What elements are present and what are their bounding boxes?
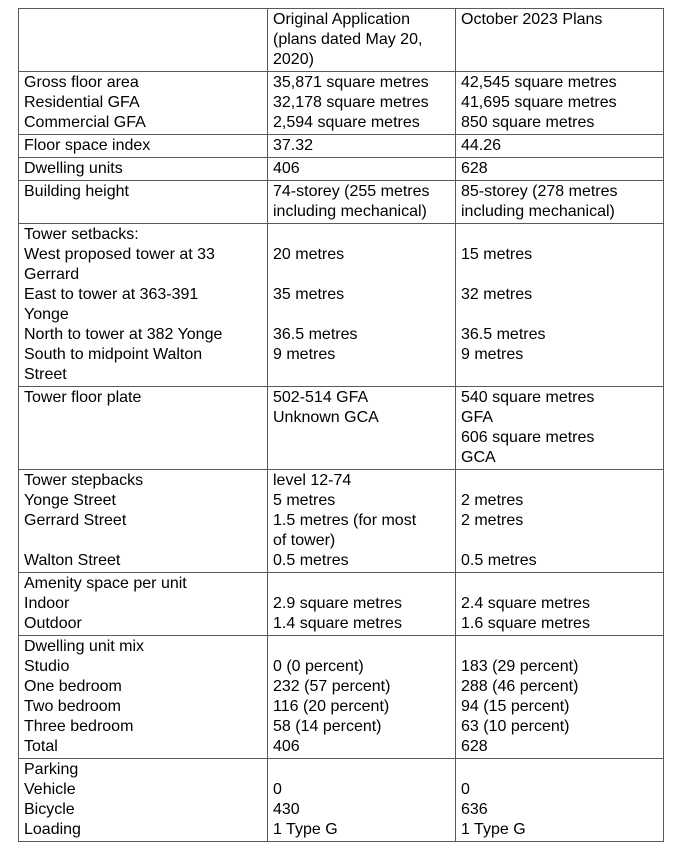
row-label-line: Floor space index: [24, 137, 151, 154]
value-line: [461, 471, 659, 491]
value-line: 406: [273, 160, 300, 177]
row-label-line: Parking: [24, 761, 79, 778]
value-line: 36.5 metres: [273, 326, 358, 343]
value-line: 20 metres: [273, 246, 345, 263]
row-label-line: Street: [24, 366, 67, 383]
value-cell: [268, 158, 456, 181]
value-cell: [456, 636, 664, 759]
row-label-line: Outdoor: [24, 615, 82, 632]
table-row: [19, 470, 664, 573]
value-line: (plans dated May 20,: [273, 31, 423, 48]
row-label-cell: [19, 573, 268, 636]
value-line: 58 (14 percent): [273, 718, 382, 735]
table-row: [19, 224, 664, 387]
value-line: 2.4 square metres: [461, 595, 590, 612]
value-line: [273, 637, 451, 657]
value-line: 628: [461, 738, 488, 755]
value-line: GFA: [461, 409, 494, 426]
row-label-line: Commercial GFA: [24, 114, 146, 131]
value-line: 406: [273, 738, 300, 755]
row-label-line: Tower stepbacks: [24, 472, 144, 489]
row-label-line: Dwelling unit mix: [24, 638, 145, 655]
value-line: 32 metres: [461, 286, 533, 303]
value-cell: [268, 135, 456, 158]
value-line: [461, 531, 659, 551]
header-row: [19, 9, 664, 72]
value-line: 41,695 square metres: [461, 94, 617, 111]
value-cell: [268, 470, 456, 573]
value-line: Unknown GCA: [273, 409, 379, 426]
value-cell: [268, 224, 456, 387]
value-cell: [456, 470, 664, 573]
value-line: 0 (0 percent): [273, 658, 364, 675]
value-line: 183 (29 percent): [461, 658, 579, 675]
row-label-cell: [19, 158, 268, 181]
row-label-line: Indoor: [24, 595, 70, 612]
row-label-line: Vehicle: [24, 781, 76, 798]
value-cell: [268, 573, 456, 636]
row-label-line: Bicycle: [24, 801, 75, 818]
value-line: 94 (15 percent): [461, 698, 570, 715]
row-label-line: [24, 531, 263, 551]
value-cell: [456, 759, 664, 842]
row-label-line: Gross floor area: [24, 74, 139, 91]
column-header-cell: [268, 9, 456, 72]
row-label-cell: [19, 636, 268, 759]
row-label-line: Three bedroom: [24, 718, 134, 735]
value-line: 628: [461, 160, 488, 177]
value-line: including mechanical): [461, 203, 615, 220]
row-label-cell: [19, 135, 268, 158]
table-row: [19, 158, 664, 181]
value-line: 36.5 metres: [461, 326, 546, 343]
value-line: 1.4 square metres: [273, 615, 402, 632]
value-line: 2 metres: [461, 512, 524, 529]
value-line: 32,178 square metres: [273, 94, 429, 111]
value-line: [461, 637, 659, 657]
value-line: 2.9 square metres: [273, 595, 402, 612]
value-line: [461, 574, 659, 594]
value-line: [273, 760, 451, 780]
table-row: [19, 135, 664, 158]
value-cell: [456, 387, 664, 470]
comparison-table: [18, 8, 664, 842]
value-cell: [456, 224, 664, 387]
value-line: [273, 574, 451, 594]
value-line: [461, 305, 659, 325]
value-line: 2 metres: [461, 492, 524, 509]
value-line: 636: [461, 801, 488, 818]
value-line: Original Application: [273, 11, 410, 28]
value-line: [461, 265, 659, 285]
row-label-cell: [19, 759, 268, 842]
row-label-line: Studio: [24, 658, 70, 675]
column-header-cell: [19, 9, 268, 72]
row-label-cell: [19, 387, 268, 470]
value-line: 63 (10 percent): [461, 718, 570, 735]
row-label-line: Gerrard: [24, 266, 80, 283]
row-label-line: One bedroom: [24, 678, 122, 695]
value-line: 9 metres: [461, 346, 524, 363]
value-line: 85-storey (278 metres: [461, 183, 618, 200]
row-label-line: North to tower at 382 Yonge: [24, 326, 223, 343]
row-label-line: East to tower at 363-391: [24, 286, 199, 303]
row-label-cell: [19, 181, 268, 224]
value-line: 1 Type G: [461, 821, 526, 838]
value-line: 606 square metres: [461, 429, 595, 446]
row-label-line: Building height: [24, 183, 129, 200]
table-row: [19, 636, 664, 759]
value-line: 430: [273, 801, 300, 818]
table-row: [19, 573, 664, 636]
row-label-cell: [19, 470, 268, 573]
value-cell: [456, 72, 664, 135]
row-label-line: Gerrard Street: [24, 512, 127, 529]
value-cell: [456, 573, 664, 636]
value-line: 35,871 square metres: [273, 74, 429, 91]
value-line: [461, 760, 659, 780]
value-line: [273, 225, 451, 245]
row-label-line: Yonge Street: [24, 492, 116, 509]
value-line: October 2023 Plans: [461, 11, 603, 28]
value-line: 37.32: [273, 137, 314, 154]
value-line: 9 metres: [273, 346, 336, 363]
value-cell: [456, 181, 664, 224]
value-cell: [456, 135, 664, 158]
row-label-line: West proposed tower at 33: [24, 246, 215, 263]
value-line: including mechanical): [273, 203, 427, 220]
value-line: 2020): [273, 51, 314, 68]
value-line: 116 (20 percent): [273, 698, 390, 715]
row-label-line: Loading: [24, 821, 81, 838]
table-row: [19, 387, 664, 470]
row-label-line: Amenity space per unit: [24, 575, 187, 592]
value-line: 288 (46 percent): [461, 678, 579, 695]
value-line: 1.5 metres (for most: [273, 512, 417, 529]
value-line: [461, 225, 659, 245]
value-line: 1 Type G: [273, 821, 338, 838]
row-label-line: Dwelling units: [24, 160, 123, 177]
row-label-cell: [19, 72, 268, 135]
table-row: [19, 759, 664, 842]
row-label-line: Yonge: [24, 306, 69, 323]
value-line: 35 metres: [273, 286, 345, 303]
row-label-line: Total: [24, 738, 58, 755]
value-line: 502-514 GFA: [273, 389, 369, 406]
value-line: GCA: [461, 449, 496, 466]
value-line: 232 (57 percent): [273, 678, 391, 695]
value-line: 2,594 square metres: [273, 114, 420, 131]
value-cell: [268, 72, 456, 135]
column-header-cell: [456, 9, 664, 72]
value-line: 74-storey (255 metres: [273, 183, 430, 200]
value-cell: [456, 158, 664, 181]
value-cell: [268, 759, 456, 842]
row-label-line: Walton Street: [24, 552, 121, 569]
value-line: 1.6 square metres: [461, 615, 590, 632]
value-line: 0.5 metres: [273, 552, 349, 569]
value-line: [273, 305, 451, 325]
row-label-line: Tower setbacks:: [24, 226, 139, 243]
value-line: of tower): [273, 532, 336, 549]
value-cell: [268, 181, 456, 224]
row-label-line: South to midpoint Walton: [24, 346, 203, 363]
value-line: 0.5 metres: [461, 552, 537, 569]
value-line: 15 metres: [461, 246, 533, 263]
value-cell: [268, 387, 456, 470]
value-line: 850 square metres: [461, 114, 595, 131]
row-label-line: Residential GFA: [24, 94, 140, 111]
value-line: 0: [461, 781, 470, 798]
value-cell: [268, 636, 456, 759]
table-row: [19, 72, 664, 135]
value-line: [273, 265, 451, 285]
value-line: 42,545 square metres: [461, 74, 617, 91]
row-label-line: Tower floor plate: [24, 389, 142, 406]
row-label-line: Two bedroom: [24, 698, 121, 715]
value-line: 540 square metres: [461, 389, 595, 406]
value-line: 5 metres: [273, 492, 336, 509]
table-row: [19, 181, 664, 224]
comparison-table-body: [19, 9, 664, 842]
value-line: 44.26: [461, 137, 502, 154]
value-line: level 12-74: [273, 472, 352, 489]
value-line: 0: [273, 781, 282, 798]
row-label-cell: [19, 224, 268, 387]
